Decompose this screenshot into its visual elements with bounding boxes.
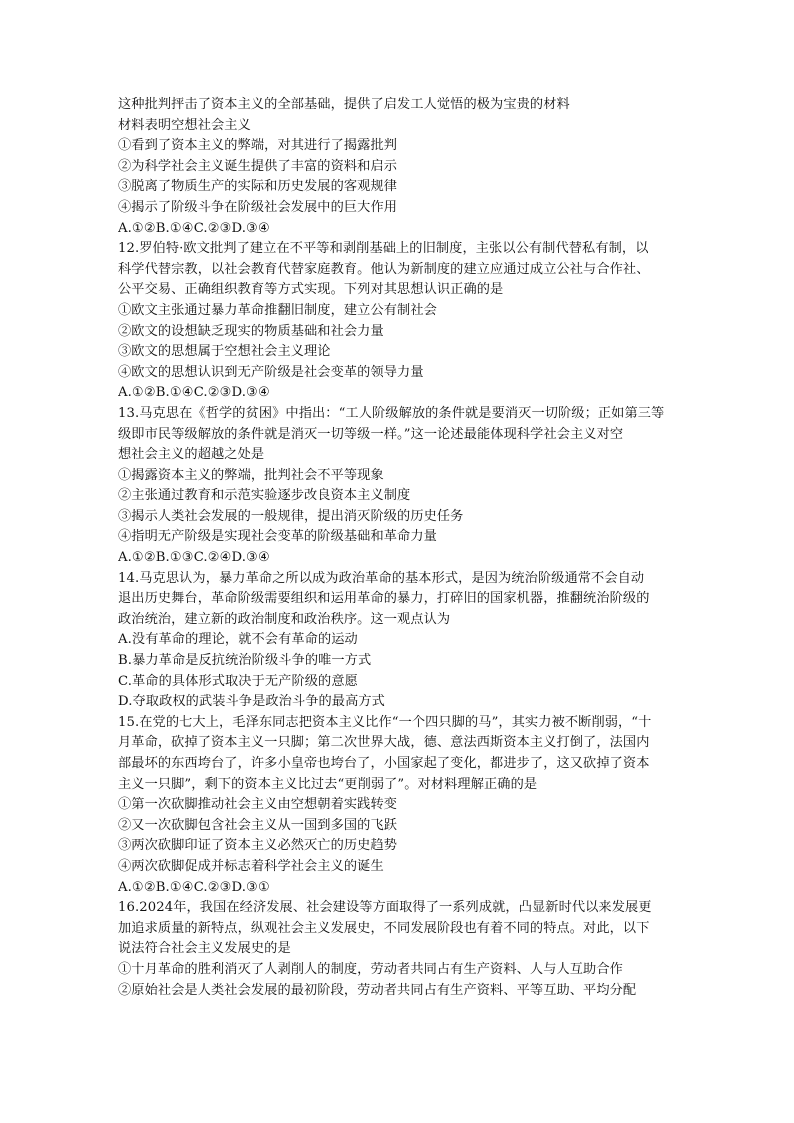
question-16: 16.2024年，我国在经济发展、社会建设等方面取得了一系列成就，凸显新时代以来发展更	[118, 900, 652, 916]
text-line: ③脱离了物质生产的实际和历史发展的客观规律	[118, 179, 398, 195]
text-line: 材料表明空想社会主义	[118, 117, 251, 133]
text-line: ④指明无产阶级是实现社会变革的阶级基础和革命力量	[118, 529, 437, 545]
answer-options: A.①②B.①④C.②③D.③④	[118, 385, 270, 401]
answer-options: A.①②B.①④C.②③D.③④	[118, 220, 270, 236]
text-line: ①看到了资本主义的弊端，对其进行了揭露批判	[118, 138, 398, 154]
text-line: ①欧文主张通过暴力革命推翻旧制度，建立公有制社会	[118, 302, 437, 318]
question-14: 14.马克思认为，暴力革命之所以成为政治革命的基本形式，是因为统治阶级通常不会自动	[118, 570, 645, 586]
question-13: 13.马克思在《哲学的贫困》中指出：“工人阶级解放的条件就是要消灭一切阶级；正如第三等	[118, 405, 665, 421]
text-line: ②欧文的设想缺乏现实的物质基础和社会力量	[118, 323, 384, 339]
text-line: 部最坏的东西垮台了，许多小皇帝也垮台了，小国家起了变化，都进步了，这又砍掉了资本	[118, 756, 650, 771]
option-c: C.革命的具体形式取决于无产阶级的意愿	[118, 673, 358, 689]
text-line: 政治统治，建立新的政治制度和政治秩序。这一观点认为	[118, 611, 451, 627]
text-line: 月革命，砍掉了资本主义一只脚；第二次世界大战，德、意法西斯资本主义打倒了，法国内	[118, 735, 650, 751]
text-line: ③欧文的思想属于空想社会主义理论	[118, 344, 331, 360]
text-line: ①十月革命的胜利消灭了人剥削人的制度，劳动者共同占有生产资料、人与人互助合作	[118, 961, 623, 977]
text-line: 级即市民等级解放的条件就是消灭一切等级一样。”这一论述最能体现科学社会主义对空	[118, 426, 624, 442]
text-line: ④欧文的思想认识到无产阶级是社会变革的领导力量	[118, 364, 424, 380]
text-line: ①第一次砍脚推动社会主义由空想朝着实践转变	[118, 797, 398, 813]
answer-options: A.①②B.①④C.②③D.③①	[118, 879, 270, 895]
text-line: 退出历史舞台，革命阶级需要组织和运用革命的暴力，打碎旧的国家机器，推翻统治阶级的	[118, 591, 650, 607]
text-line: ③两次砍脚印证了资本主义必然灭亡的历史趋势	[118, 838, 398, 854]
text-line: ②原始社会是人类社会发展的最初阶段，劳动者共同占有生产资料、平等互助、平均分配	[118, 982, 637, 998]
text-line: ④揭示了阶级斗争在阶级社会发展中的巨大作用	[118, 199, 398, 215]
question-15: 15.在党的七大上，毛泽东同志把资本主义比作“一个四只脚的马”，其实力被不断削弱，“十	[118, 714, 652, 730]
text-line: ②为科学社会主义诞生提供了丰富的资料和启示	[118, 158, 398, 174]
text-line: 想社会主义的超越之处是	[118, 447, 265, 463]
option-d: D.夺取政权的武装斗争是政治斗争的最高方式	[118, 694, 385, 710]
document-body	[118, 95, 680, 1001]
option-a: A.没有革命的理论，就不会有革命的运动	[118, 632, 358, 648]
text-line: ①揭露资本主义的弊端，批判社会不平等现象	[118, 467, 384, 483]
text-line: ④两次砍脚促成并标志着科学社会主义的诞生	[118, 858, 384, 874]
text-line: 说法符合社会主义发展史的是	[118, 941, 291, 957]
answer-options: A.①②B.①③C.②④D.③④	[118, 550, 270, 566]
text-line: ②主张通过教育和示范实验逐步改良资本主义制度	[118, 488, 411, 504]
option-b: B.暴力革命是反抗统治阶级斗争的唯一方式	[118, 653, 372, 669]
text-line: 加追求质量的新特点，纵观社会主义发展史，不同发展阶段也有着不同的特点。对此，以下	[118, 920, 650, 936]
text-line: ②又一次砍脚包含社会主义从一国到多国的飞跃	[118, 817, 398, 833]
text-line: 这种批判抨击了资本主义的全部基础，提供了启发工人觉悟的极为宝贵的材料	[118, 97, 570, 112]
text-line: 公平交易、正确组织教育等方式实现。下列对其思想认识正确的是	[118, 282, 504, 298]
question-12: 12.罗伯特·欧文批判了建立在不平等和剥削基础上的旧制度，主张以公有制代替私有制，以	[118, 241, 649, 257]
text-line: ③揭示人类社会发展的一般规律，提出消灭阶级的历史任务	[118, 508, 464, 524]
text-line: 科学代替宗教，以社会教育代替家庭教育。他认为新制度的建立应通过成立公社与合作社、	[118, 261, 650, 277]
text-line: 主义一只脚”，剩下的资本主义比过去“更削弱了”。对材料理解正确的是	[118, 776, 538, 792]
